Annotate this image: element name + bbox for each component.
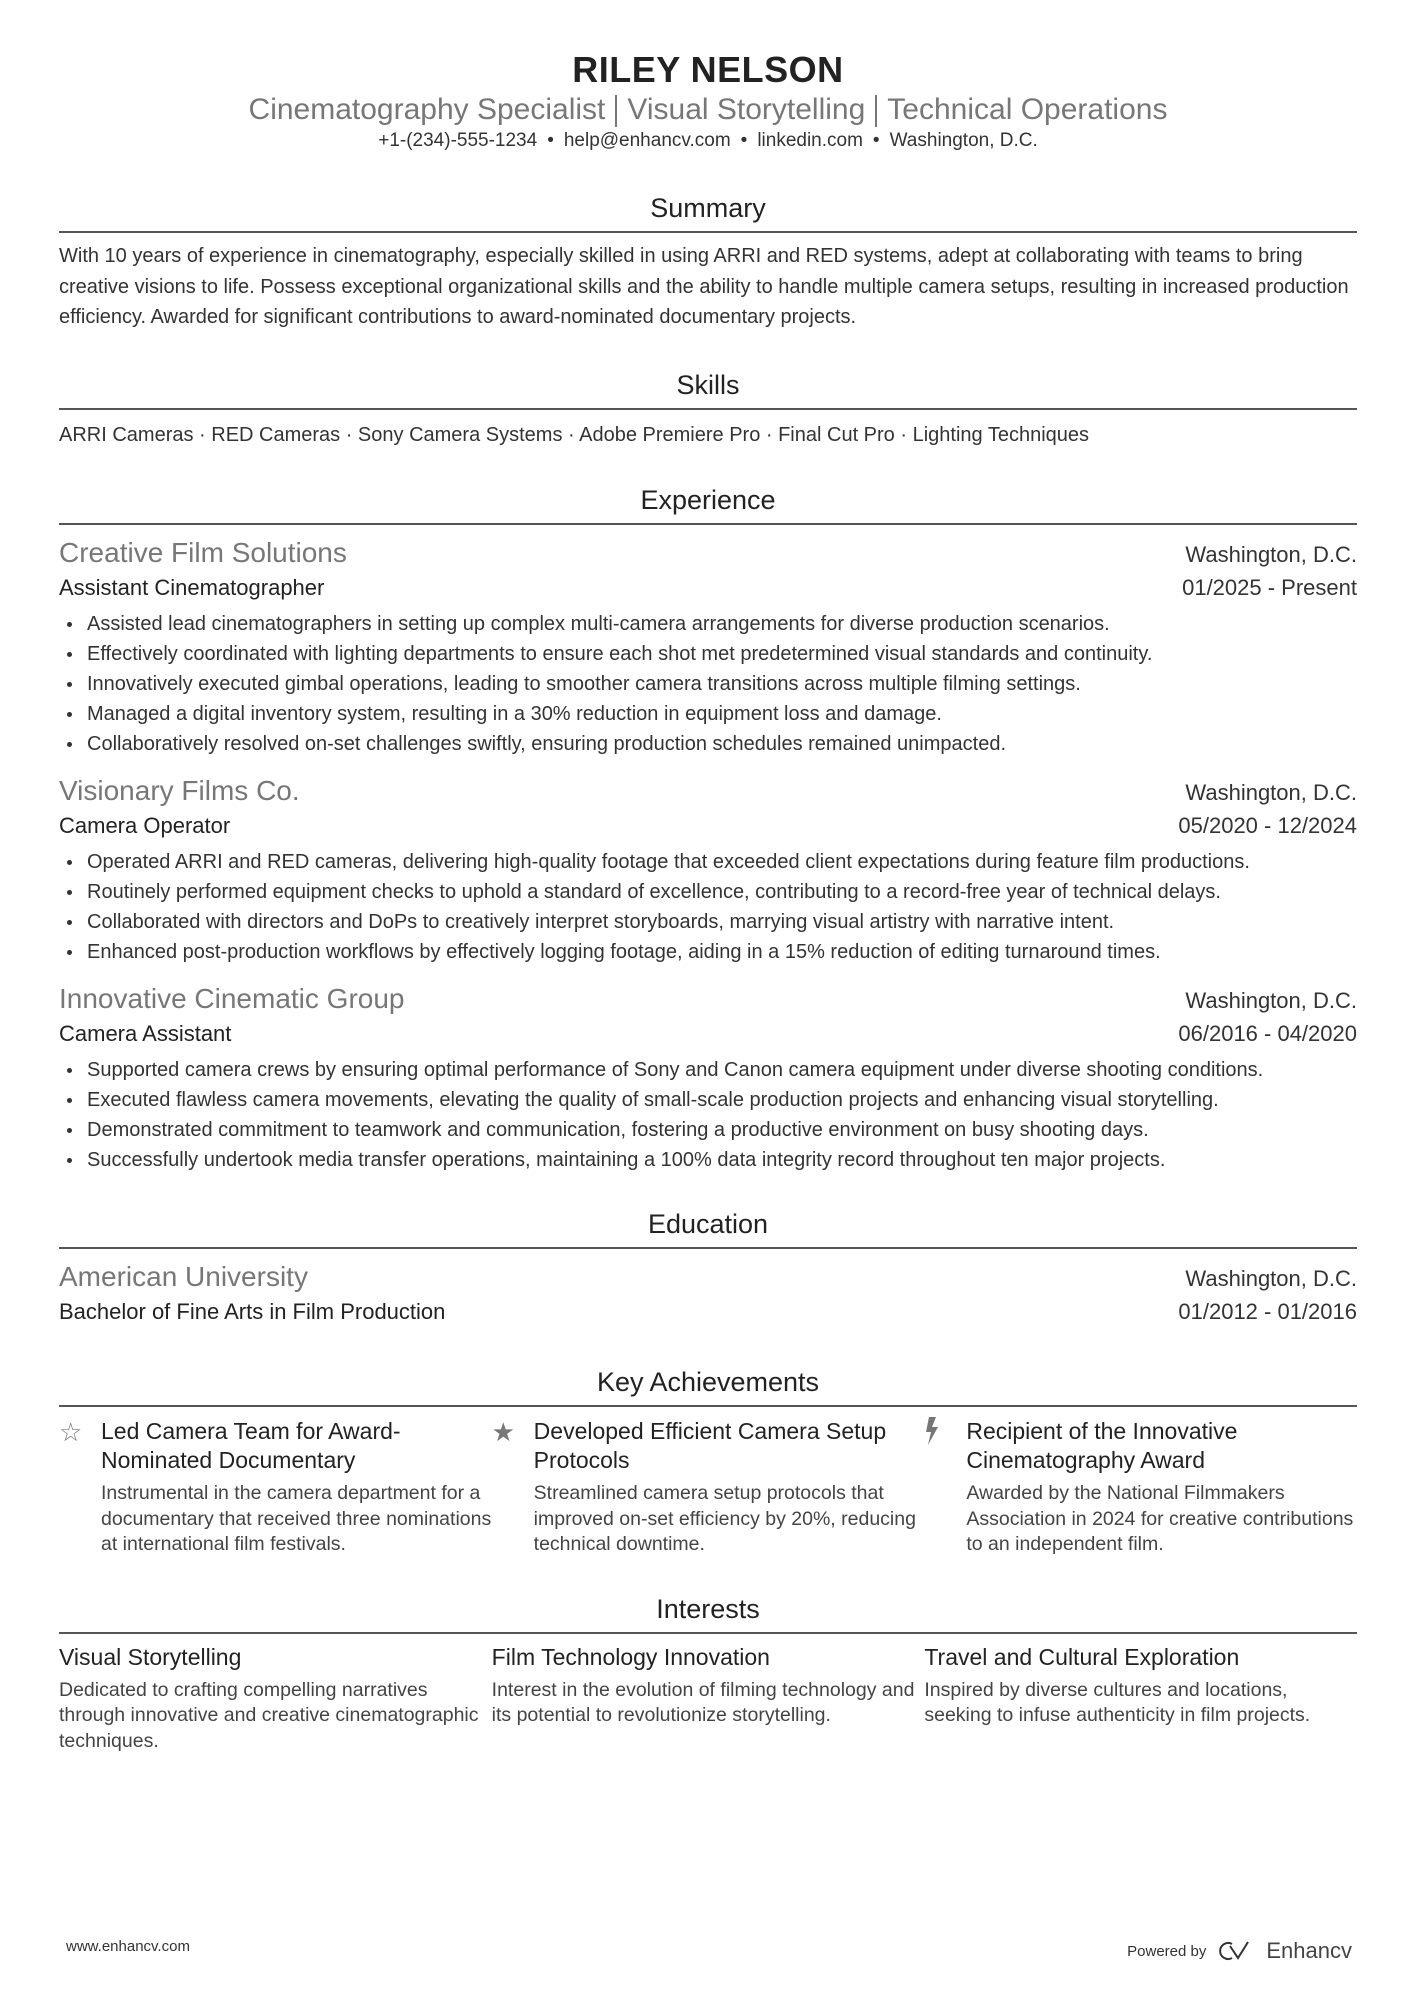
- job-location: Washington, D.C.: [1185, 988, 1357, 1013]
- interest-description: Dedicated to crafting compelling narratives through innovative and creative cinematographic techniques.: [59, 1678, 479, 1752]
- job-title: Camera Assistant: [59, 1021, 232, 1046]
- job-bullets: [59, 847, 1357, 967]
- achievement-item: [59, 1417, 492, 1558]
- company-name: Innovative Cinematic Group: [59, 983, 405, 1014]
- company-name: Creative Film Solutions: [59, 537, 347, 568]
- achievement-title: Developed Efficient Camera Setup Protocols: [533, 1418, 887, 1473]
- email-link[interactable]: help@enhancv.com: [563, 130, 731, 151]
- footer: [66, 1938, 1352, 1964]
- location: Washington, D.C.: [889, 130, 1038, 151]
- achievement-description: Awarded by the National Filmmakers Association in 2024 for creative contributions to an independent film.: [966, 1482, 1354, 1555]
- phone: +1-(234)-555-1234: [378, 130, 538, 151]
- enhancv-logo-icon: [1218, 1940, 1254, 1962]
- headline: [59, 92, 1357, 128]
- star-outline-icon: ☆: [59, 1417, 83, 1447]
- job-bullet: Executed flawless camera movements, elevating the quality of small-scale production projects and enhancing visual storytelling.: [59, 1085, 1357, 1115]
- interests-list: [59, 1642, 1357, 1755]
- star-filled-icon: ★: [491, 1417, 515, 1447]
- company-name: Visionary Films Co.: [59, 775, 300, 806]
- education-entry: [59, 1259, 1357, 1329]
- job-entry: [59, 773, 1357, 967]
- job-dates: 05/2020 - 12/2024: [1178, 813, 1357, 838]
- job-bullet: Demonstrated commitment to teamwork and communication, fostering a productive environment on busy shooting days.: [59, 1115, 1357, 1145]
- interest-description: Interest in the evolution of filming technology and its potential to revolutionize storytelling.: [491, 1678, 915, 1726]
- section-heading-education: Education: [59, 1207, 1357, 1249]
- headline-item: Cinematography Specialist: [248, 93, 606, 126]
- job-bullet: Managed a digital inventory system, resulting in a 30% reduction in equipment loss and damage.: [59, 699, 1357, 729]
- interest-description: Inspired by diverse cultures and locations, seeking to infuse authenticity in film projects.: [924, 1678, 1311, 1726]
- degree: Bachelor of Fine Arts in Film Production: [59, 1299, 446, 1324]
- interest-title: Travel and Cultural Exploration: [924, 1643, 1240, 1670]
- job-bullet: Assisted lead cinematographers in setting up complex multi-camera arrangements for diverse production scenarios.: [59, 609, 1357, 639]
- achievement-description: Instrumental in the camera department for a documentary that received three nominations at international film festivals.: [101, 1482, 492, 1555]
- job-dates: 01/2025 - Present: [1182, 575, 1357, 600]
- powered-by-label: Powered by: [1127, 1942, 1207, 1960]
- job-bullet: Collaborated with directors and DoPs to creatively interpret storyboards, marrying visual artistry with narrative intent.: [59, 907, 1357, 937]
- interest-item: [59, 1642, 492, 1755]
- school-location: Washington, D.C.: [1185, 1266, 1357, 1291]
- resume-page: [59, 0, 1357, 1754]
- school-name: American University: [59, 1261, 308, 1292]
- skills-list: ARRI Cameras · RED Cameras · Sony Camera Systems · Adobe Premiere Pro · Final Cut Pro · Lighting Techniques: [59, 423, 1090, 446]
- job-bullets: [59, 609, 1357, 759]
- section-heading-achievements: Key Achievements: [59, 1365, 1357, 1407]
- job-dates: 06/2016 - 04/2020: [1178, 1021, 1357, 1046]
- job-bullet: Effectively coordinated with lighting departments to ensure each shot met predetermined visual standards and continuity.: [59, 639, 1357, 669]
- section-heading-interests: Interests: [59, 1592, 1357, 1634]
- candidate-name: RILEY NELSON: [572, 49, 844, 90]
- job-entry: [59, 981, 1357, 1175]
- section-heading-summary: Summary: [59, 191, 1357, 233]
- job-bullet: Supported camera crews by ensuring optimal performance of Sony and Canon camera equipment under diverse shooting conditions.: [59, 1055, 1357, 1085]
- interest-item: [492, 1642, 925, 1755]
- website-link[interactable]: www.enhancv.com: [66, 1938, 190, 1955]
- job-bullet: Collaboratively resolved on-set challenges swiftly, ensuring production schedules remained unimpacted.: [59, 729, 1357, 759]
- achievements-list: [59, 1417, 1357, 1558]
- lightning-icon: [924, 1417, 966, 1558]
- achievement-title: Recipient of the Innovative Cinematography Award: [966, 1418, 1238, 1473]
- linkedin-link[interactable]: linkedin.com: [757, 130, 863, 151]
- achievement-description: Streamlined camera setup protocols that improved on-set efficiency by 20%, reducing technical downtime.: [533, 1482, 916, 1555]
- job-location: Washington, D.C.: [1185, 780, 1357, 805]
- interest-item: [924, 1642, 1357, 1755]
- achievement-item: [492, 1417, 925, 1558]
- achievement-item: [924, 1417, 1357, 1558]
- summary-text: With 10 years of experience in cinematography, especially skilled in using ARRI and RED systems, adept at collaborating with teams to bring creative visions to life. Possess exceptional organizational skills and the ability to handle multiple camera setups, resulting in increased production efficiency. Awarded for significant contributions to award-nominated documentary projects.: [59, 245, 1349, 328]
- powered-by: [1127, 1938, 1352, 1964]
- job-bullet: Innovatively executed gimbal operations, leading to smoother camera transitions across multiple filming settings.: [59, 669, 1357, 699]
- job-bullet: Operated ARRI and RED cameras, delivering high-quality footage that exceeded client expectations during feature film productions.: [59, 847, 1357, 877]
- enhancv-brand: Enhancv: [1266, 1938, 1352, 1963]
- section-heading-experience: Experience: [59, 483, 1357, 525]
- job-bullet: Successfully undertook media transfer operations, maintaining a 100% data integrity record throughout ten major projects.: [59, 1145, 1357, 1175]
- contact-info: +1-(234)-555-1234 • help@enhancv.com • linkedin.com • Washington, D.C.: [378, 130, 1038, 151]
- job-location: Washington, D.C.: [1185, 542, 1357, 567]
- job-bullet: Enhanced post-production workflows by effectively logging footage, aiding in a 15% reduction of editing turnaround times.: [59, 937, 1357, 967]
- achievement-title: Led Camera Team for Award-Nominated Documentary: [101, 1418, 401, 1473]
- job-entry: [59, 535, 1357, 759]
- interest-title: Visual Storytelling: [59, 1643, 242, 1670]
- job-bullet: Routinely performed equipment checks to uphold a standard of excellence, contributing to a record-free year of technical delays.: [59, 877, 1357, 907]
- section-heading-skills: Skills: [59, 368, 1357, 410]
- interest-title: Film Technology Innovation: [491, 1643, 770, 1670]
- job-title: Camera Operator: [59, 813, 231, 838]
- education-dates: 01/2012 - 01/2016: [1178, 1299, 1357, 1324]
- headline-item: Visual Storytelling: [627, 93, 866, 126]
- job-bullets: [59, 1055, 1357, 1175]
- job-title: Assistant Cinematographer: [59, 575, 325, 600]
- headline-item: Technical Operations: [887, 93, 1168, 126]
